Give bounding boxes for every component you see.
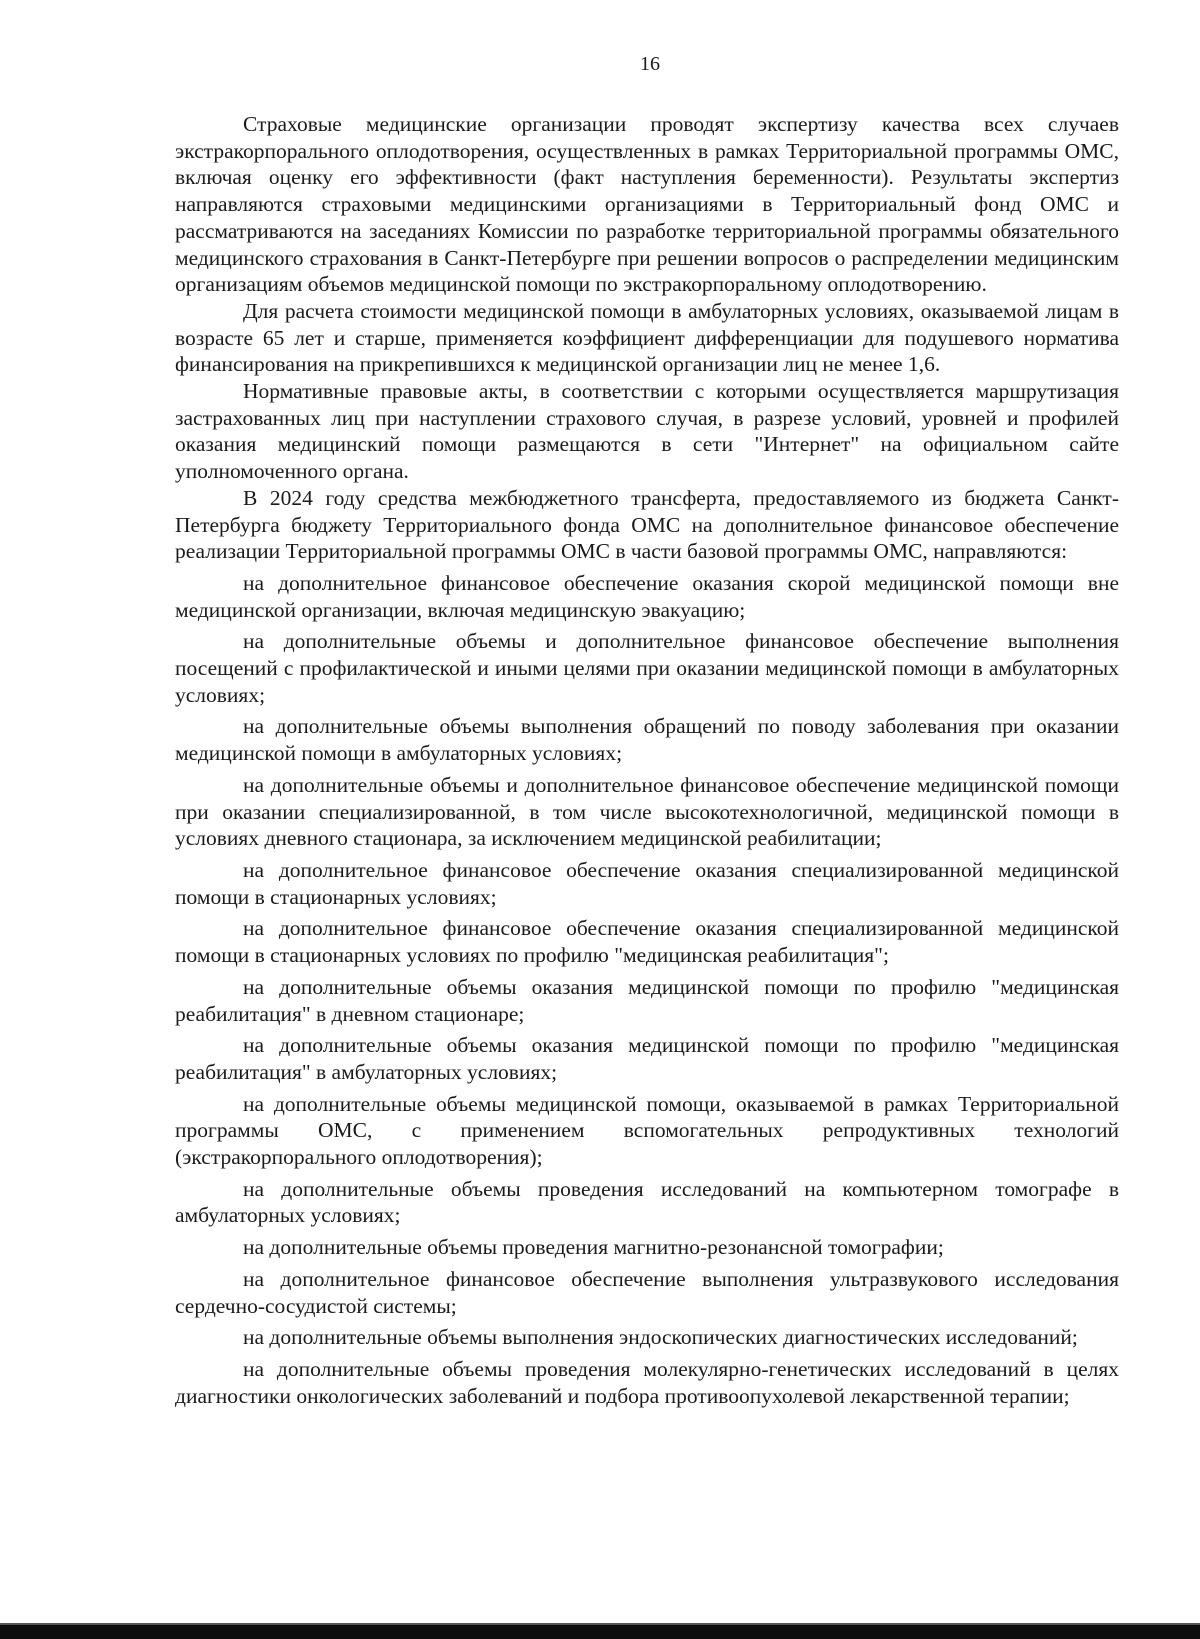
list-item-paragraph: на дополнительное финансовое обеспечение выполнения ультразвукового исследования сердечно-сосудистой системы; bbox=[175, 1266, 1119, 1318]
paragraph: Нормативные правовые акты, в соответствии с которыми осуществляется маршрутизация застрахованных лиц при наступлении страхового случая, в разрезе условий, уровней и профилей оказания медицинский помощи размещаются в сети "Интернет" на официальном сайте уполномоченного органа. bbox=[175, 379, 1119, 484]
list-item-paragraph: на дополнительные объемы оказания медицинской помощи по профилю "медицинская реабилитация" в амбулаторных условиях; bbox=[175, 1033, 1119, 1084]
list-item-paragraph: на дополнительные объемы проведения магнитно-резонансной томографии; bbox=[243, 1235, 944, 1260]
list-item-paragraph: на дополнительные объемы выполнения обращений по поводу заболевания при оказании медицинской помощи в амбулаторных условиях; bbox=[175, 714, 1119, 766]
scan-bottom-edge bbox=[0, 1625, 1200, 1639]
list-item-paragraph: на дополнительные объемы проведения исследований на компьютерном томографе в амбулаторных условиях; bbox=[175, 1176, 1119, 1228]
paragraph: Для расчета стоимости медицинской помощи в амбулаторных условиях, оказываемой лицам в возрасте 65 лет и старше, применяется коэффициент дифференциации для подушевого норматива финансирования на прикрепившихся к медицинской организации лиц не менее 1,6. bbox=[175, 298, 1119, 377]
list-item-paragraph: на дополнительное финансовое обеспечение оказания специализированной медицинской помощи в стационарных условиях по профилю "медицинская реабилитация"; bbox=[175, 916, 1119, 968]
paragraph: Страховые медицинские организации проводят экспертизу качества всех случаев экстракорпорального оплодотворения, осуществленных в рамках Территориальной программы ОМС, включая оценку его эффективности (факт наступления беременности). Результаты экспертиз направляются страховыми медицинскими организациями в Территориальный фонд ОМС и рассматриваются на заседаниях Комиссии по разработке территориальной программы обязательного медицинского страхования в Санкт-Петербурге при решении вопросов о распределении медицинским организациям объемов медицинской помощи по экстракорпоральному оплодотворению. bbox=[175, 112, 1119, 297]
page-number: 16 bbox=[640, 53, 660, 75]
list-item-paragraph: на дополнительные объемы медицинской помощи, оказываемой в рамках Территориальной программы ОМС, с применением вспомогательных репродуктивных технологий (экстракорпорального оплодотворения); bbox=[175, 1091, 1119, 1170]
list-item-paragraph: на дополнительное финансовое обеспечение оказания скорой медицинской помощи вне медицинской организации, включая медицинскую эвакуацию; bbox=[175, 570, 1119, 622]
list-item-paragraph: на дополнительные объемы оказания медицинской помощи по профилю "медицинская реабилитация" в дневном стационаре; bbox=[175, 974, 1119, 1026]
list-item-paragraph: на дополнительные объемы и дополнительное финансовое обеспечение выполнения посещений с профилактической и иными целями при оказании медицинской помощи в амбулаторных условиях; bbox=[175, 629, 1119, 707]
list-item-paragraph: на дополнительное финансовое обеспечение оказания специализированной медицинской помощи в стационарных условиях; bbox=[175, 857, 1119, 909]
list-item-paragraph: на дополнительные объемы проведения молекулярно-генетических исследований в целях диагностики онкологических заболеваний и подбора противоопухолевой лекарственной терапии; bbox=[175, 1356, 1119, 1408]
list-item-paragraph: на дополнительные объемы и дополнительное финансовое обеспечение медицинской помощи при оказании специализированной, в том числе высокотехнологичной, медицинской помощи в условиях дневного стационара, за исключением медицинской реабилитации; bbox=[175, 772, 1119, 851]
list-item-paragraph: на дополнительные объемы выполнения эндоскопических диагностических исследований; bbox=[243, 1325, 1078, 1350]
paragraph: В 2024 году средства межбюджетного трансферта, предоставляемого из бюджета Санкт-Петербурга бюджету Территориального фонда ОМС на дополнительное финансовое обеспечение реализации Территориальной программы ОМС в части базовой программы ОМС, направляются: bbox=[175, 485, 1119, 564]
document-body bbox=[175, 111, 1119, 1409]
